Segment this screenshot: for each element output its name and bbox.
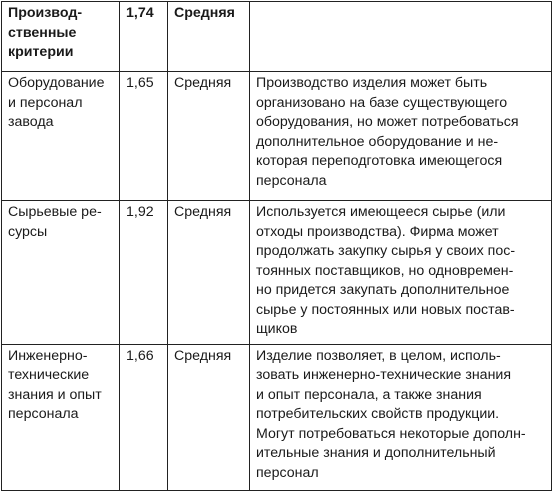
description-cell: Изделие позволяет, в целом, исполь- зовать инженерно-технические знания и опыт персонала, а также знания потребительских свойств продукции. Могут потребоваться некоторые дополн- ительные знания и дополнительный персонал [250, 344, 552, 490]
description-cell [250, 2, 552, 72]
table-row [2, 2, 552, 72]
criterion-cell: Инженерно- технические знания и опыт персонала [2, 344, 120, 490]
level-cell: Средняя [168, 344, 250, 490]
description-cell: Производство изделия может быть организовано на базе существующего оборудования, но может потребоваться дополнительное оборудование и не- которая переподготовка имеющегося персонала [250, 72, 552, 201]
table-row [2, 201, 552, 345]
score-cell: 1,65 [120, 72, 168, 201]
table-row [2, 72, 552, 201]
level-cell: Средняя [168, 201, 250, 345]
criterion-cell: Оборудование и персонал завода [2, 72, 120, 201]
criterion-cell: Производ- ственные критерии [2, 2, 120, 72]
table-row [2, 344, 552, 490]
score-cell: 1,66 [120, 344, 168, 490]
score-cell: 1,74 [120, 2, 168, 72]
criterion-cell: Сырьевые ре- сурсы [2, 201, 120, 345]
score-cell: 1,92 [120, 201, 168, 345]
level-cell: Средняя [168, 72, 250, 201]
criteria-table [1, 1, 552, 491]
level-cell: Средняя [168, 2, 250, 72]
description-cell: Используется имеющееся сырье (или отходы производства). Фирма может продолжать закупку сырья у своих пос- тоянных поставщиков, но одновремен- но придется закупать дополнительное сырье у постоянных или новых постав- щиков [250, 201, 552, 345]
